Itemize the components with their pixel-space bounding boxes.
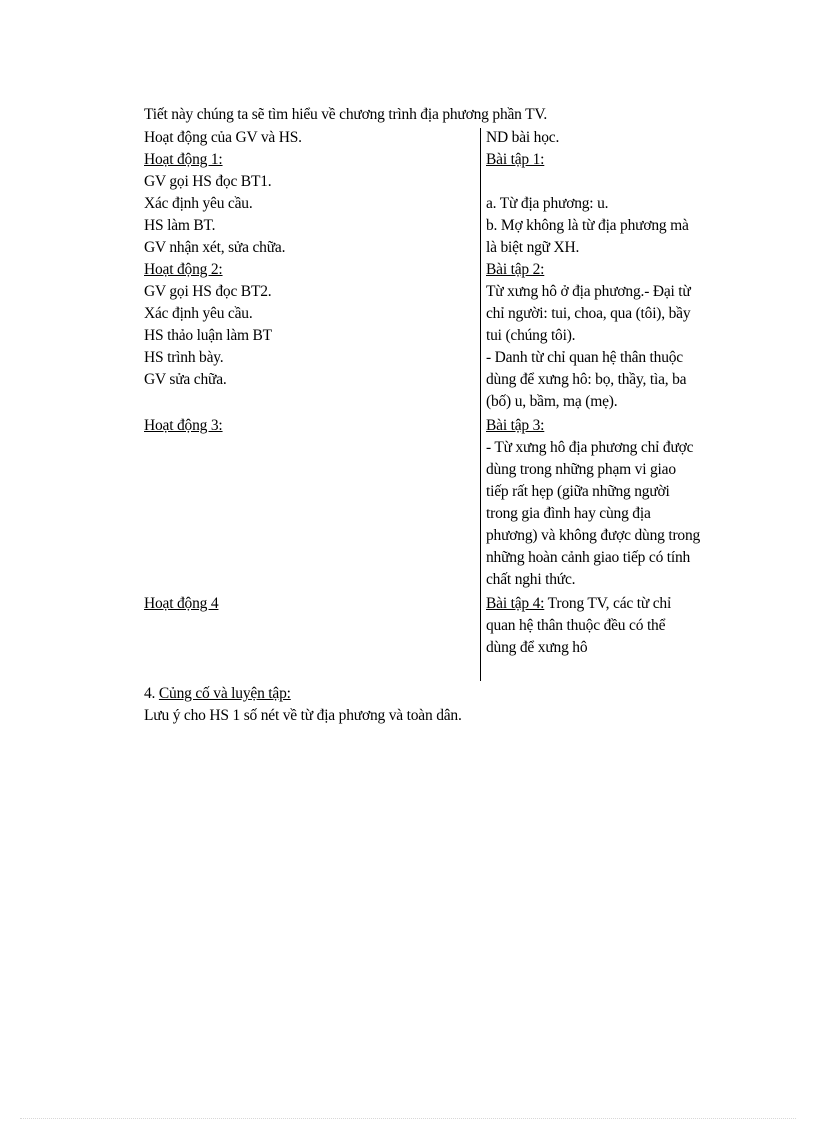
activity-2-step: Xác định yêu cầu. xyxy=(144,305,253,322)
exercise-2-heading: Bài tập 2: xyxy=(486,261,545,278)
exercise-2-line: Từ xưng hô ở địa phương.- Đại từ xyxy=(486,283,691,300)
exercise-2-line: dùng để xưng hô: bọ, thầy, tìa, ba xyxy=(486,371,687,388)
activity-1-step: GV gọi HS đọc BT1. xyxy=(144,173,272,190)
exercise-4-heading: Bài tập 4: xyxy=(486,595,545,612)
exercise-3-heading: Bài tập 3: xyxy=(486,417,545,434)
exercise-2-line: - Danh từ chỉ quan hệ thân thuộc xyxy=(486,349,683,366)
section-4-title: Củng cố và luyện tập: xyxy=(158,685,291,702)
right-column-header: ND bài học. xyxy=(486,129,560,146)
activity-1-step: HS làm BT. xyxy=(144,217,216,234)
intro-text: Tiết này chúng ta sẽ tìm hiểu về chương trình địa phương phần TV. xyxy=(144,106,548,123)
left-column-header: Hoạt động của GV và HS. xyxy=(144,129,302,146)
activity-3-heading: Hoạt động 3: xyxy=(144,417,223,434)
activity-1-heading: Hoạt động 1: xyxy=(144,151,223,168)
activity-2-step: HS thảo luận làm BT xyxy=(144,327,272,344)
exercise-3-line: phương) và không được dùng trong xyxy=(486,527,701,544)
exercise-3-line: trong gia đình hay cùng địa xyxy=(486,505,651,522)
exercise-4-line xyxy=(486,594,671,614)
table-column-divider xyxy=(480,128,481,681)
exercise-1-line: a. Từ địa phương: u. xyxy=(486,195,609,212)
activity-4-heading: Hoạt động 4 xyxy=(144,595,219,612)
activity-2-heading: Hoạt động 2: xyxy=(144,261,223,278)
exercise-4-line: dùng để xưng hô xyxy=(486,639,588,656)
exercise-3-line: tiếp rất hẹp (giữa những người xyxy=(486,483,670,500)
exercise-2-line: chỉ người: tui, choa, qua (tôi), bầy xyxy=(486,305,691,322)
activity-2-step: HS trình bày. xyxy=(144,349,224,366)
exercise-4-line: quan hệ thân thuộc đều có thể xyxy=(486,617,666,634)
activity-2-step: GV gọi HS đọc BT2. xyxy=(144,283,272,300)
exercise-2-line: tui (chúng tôi). xyxy=(486,327,576,344)
activity-2-step: GV sửa chữa. xyxy=(144,371,227,388)
section-4-number: 4. xyxy=(144,685,159,702)
exercise-1-heading: Bài tập 1: xyxy=(486,151,545,168)
activity-1-step: Xác định yêu cầu. xyxy=(144,195,253,212)
exercise-3-line: những hoàn cảnh giao tiếp có tính xyxy=(486,549,691,566)
page-bottom-divider xyxy=(20,1118,796,1119)
exercise-3-line: dùng trong những phạm vi giao xyxy=(486,461,676,478)
exercise-1-line: b. Mợ không là từ địa phương mà xyxy=(486,217,689,234)
exercise-1-line: là biệt ngữ XH. xyxy=(486,239,580,256)
exercise-2-line: (bố) u, bầm, mạ (mẹ). xyxy=(486,393,618,410)
exercise-3-line: - Từ xưng hô địa phương chỉ được xyxy=(486,439,694,456)
activity-1-step: GV nhận xét, sửa chữa. xyxy=(144,239,286,256)
section-4-heading xyxy=(144,684,291,704)
exercise-3-line: chất nghi thức. xyxy=(486,571,576,588)
exercise-4-text: Trong TV, các từ chỉ xyxy=(544,595,672,612)
section-4-text: Lưu ý cho HS 1 số nét về từ địa phương và toàn dân. xyxy=(144,707,462,724)
